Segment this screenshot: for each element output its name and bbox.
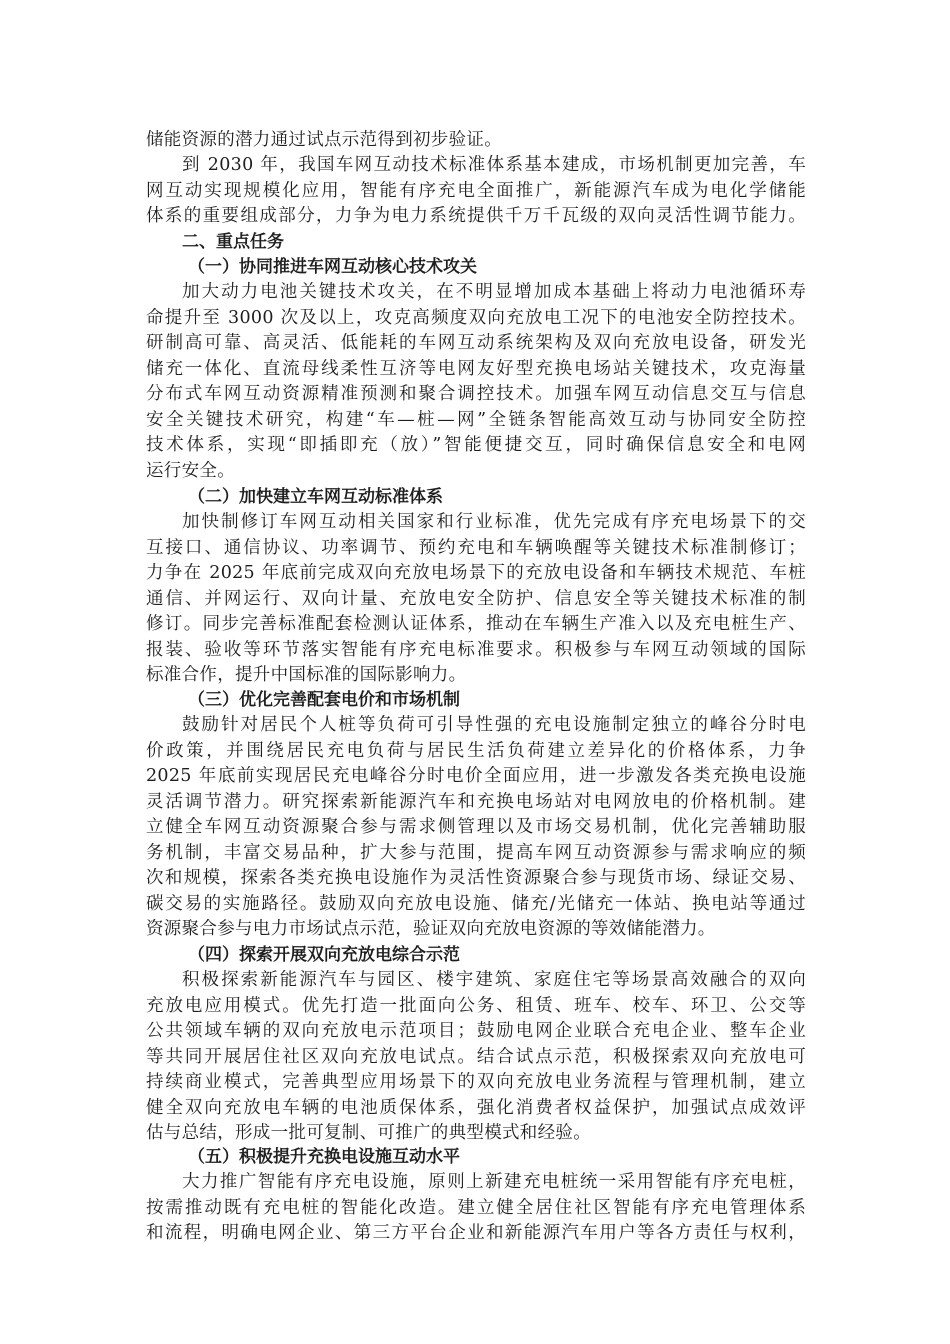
text-line: 标准合作，提升中国标准的国际影响力。	[146, 665, 467, 685]
text-line: 公共领域车辆的双向充放电示范项目；鼓励电网企业联合充电企业、整车企业	[146, 1021, 806, 1041]
text-line: 按需推动既有充电桩的智能化改造。建立健全居住社区智能有序充电管理体系	[146, 1197, 806, 1218]
subsection-1-paragraph	[146, 280, 806, 484]
text-line: 大力推广智能有序充电设施，原则上新建充电桩统一采用智能有序充电桩，	[182, 1172, 806, 1192]
text-line: 和流程，明确电网企业、第三方平台企业和新能源汽车用户等各方责任与权利，	[146, 1223, 806, 1243]
text-line: 灵活调节潜力。研究探索新能源汽车和充换电场站对电网放电的价格机制。建	[146, 791, 806, 812]
text-line: 修订。同步完善标准配套检测认证体系，推动在车辆生产准入以及充电桩生产、	[146, 614, 806, 634]
text-line: 到 2030 年，我国车网互动技术标准体系基本建成，市场机制更加完善，车	[182, 155, 806, 175]
subsection-heading-4: （四）探索开展双向充放电综合示范	[188, 945, 460, 965]
text-line: 研制高可靠、高灵活、低能耗的车网互动系统架构及双向充放电设备，研发光	[146, 333, 806, 353]
text-line: 持续商业模式，完善典型应用场景下的双向充放电业务流程与管理机制，建立	[146, 1072, 806, 1092]
text-line: 次和规模，探索各类充换电设施作为灵活性资源聚合参与现货市场、绿证交易、	[146, 868, 806, 888]
section-heading-key-tasks: 二、重点任务	[182, 232, 284, 252]
text-line: 等共同开展居住社区双向充放电试点。结合试点示范，积极探索双向充放电可	[146, 1046, 806, 1067]
text-line: 报装、验收等环节落实智能有序充电标准要求。积极参与车网互动领域的国际	[146, 639, 806, 660]
text-line: 积极探索新能源汽车与园区、楼宇建筑、家庭住宅等场景高效融合的双向	[182, 970, 806, 990]
text-line: 加大动力电池关键技术攻关，在不明显增加成本基础上将动力电池循环寿	[182, 282, 806, 302]
text-line: 运行安全。	[146, 460, 235, 481]
text-line: 价政策，并围绕居民充电负荷与居民生活负荷建立差异化的价格体系，力争	[146, 740, 806, 761]
text-line: 2025 年底前实现居民充电峰谷分时电价全面应用，进一步激发各类充换电设施	[146, 766, 806, 786]
text-line: 储能资源的潜力通过试点示范得到初步验证。	[146, 130, 502, 150]
text-line: 加快制修订车网互动相关国家和行业标准，优先完成有序充电场景下的交	[182, 512, 806, 532]
subsection-4-paragraph	[146, 968, 806, 1147]
text-line: 务机制，丰富交易品种，扩大参与范围，提高车网互动资源参与需求响应的频	[146, 842, 806, 863]
text-line: 资源聚合参与电力市场试点示范，验证双向充放电资源的等效储能潜力。	[146, 919, 716, 939]
subsection-3-paragraph	[146, 713, 806, 943]
text-line: 网互动实现规模化应用，智能有序充电全面推广，新能源汽车成为电化学储能	[146, 180, 806, 201]
subsection-heading-2: （二）加快建立车网互动标准体系	[188, 487, 443, 507]
text-line: 命提升至 3000 次及以上，攻克高频度双向充放电工况下的电池安全防控技术。	[146, 307, 806, 328]
subsection-2-paragraph	[146, 510, 806, 689]
text-line: 互接口、通信协议、功率调节、预约充电和车辆唤醒等关键技术标准制修订；	[146, 537, 806, 558]
text-line: 力争在 2025 年底前完成双向充放电场景下的充放电设备和车辆技术规范、车桩	[146, 563, 806, 583]
text-line: 估与总结，形成一批可复制、可推广的典型模式和经验。	[146, 1123, 591, 1143]
subsection-heading-5: （五）积极提升充换电设施互动水平	[188, 1147, 460, 1167]
paragraph-2030-goal	[146, 153, 806, 230]
text-line: 储充一体化、直流母线柔性互济等电网友好型充换电场站关键技术，攻克海量	[146, 358, 806, 379]
subsection-heading-3: （三）优化完善配套电价和市场机制	[188, 690, 460, 710]
subsection-5-paragraph	[146, 1170, 806, 1247]
text-line: 鼓励针对居民个人桩等负荷可引导性强的充电设施制定独立的峰谷分时电	[182, 715, 806, 735]
subsection-heading-1: （一）协同推进车网互动核心技术攻关	[188, 257, 477, 277]
text-line: 体系的重要组成部分，力争为电力系统提供千万千瓦级的双向灵活性调节能力。	[146, 206, 806, 226]
text-line: 通信、并网运行、双向计量、充放电安全防护、信息安全等关键技术标准的制	[146, 588, 806, 609]
paragraph-continuation	[146, 128, 806, 154]
text-line: 碳交易的实施路径。鼓励双向充放电设施、储充/光储充一体站、换电站等通过	[146, 893, 806, 914]
text-line: 安全关键技术研究，构建“车—桩—网”全链条智能高效互动与协同安全防控	[146, 409, 806, 430]
text-line: 分布式车网互动资源精准预测和聚合调控技术。加强车网互动信息交互与信息	[146, 384, 806, 404]
text-line: 充放电应用模式。优先打造一批面向公务、租赁、班车、校车、环卫、公交等	[146, 995, 806, 1016]
text-line: 立健全车网互动资源聚合参与需求侧管理以及市场交易机制，优化完善辅助服	[146, 817, 806, 837]
text-line: 技术体系，实现“即插即充（放）”智能便捷交互，同时确保信息安全和电网	[146, 435, 806, 455]
text-line: 健全双向充放电车辆的电池质保体系，强化消费者权益保护，加强试点成效评	[146, 1097, 806, 1118]
